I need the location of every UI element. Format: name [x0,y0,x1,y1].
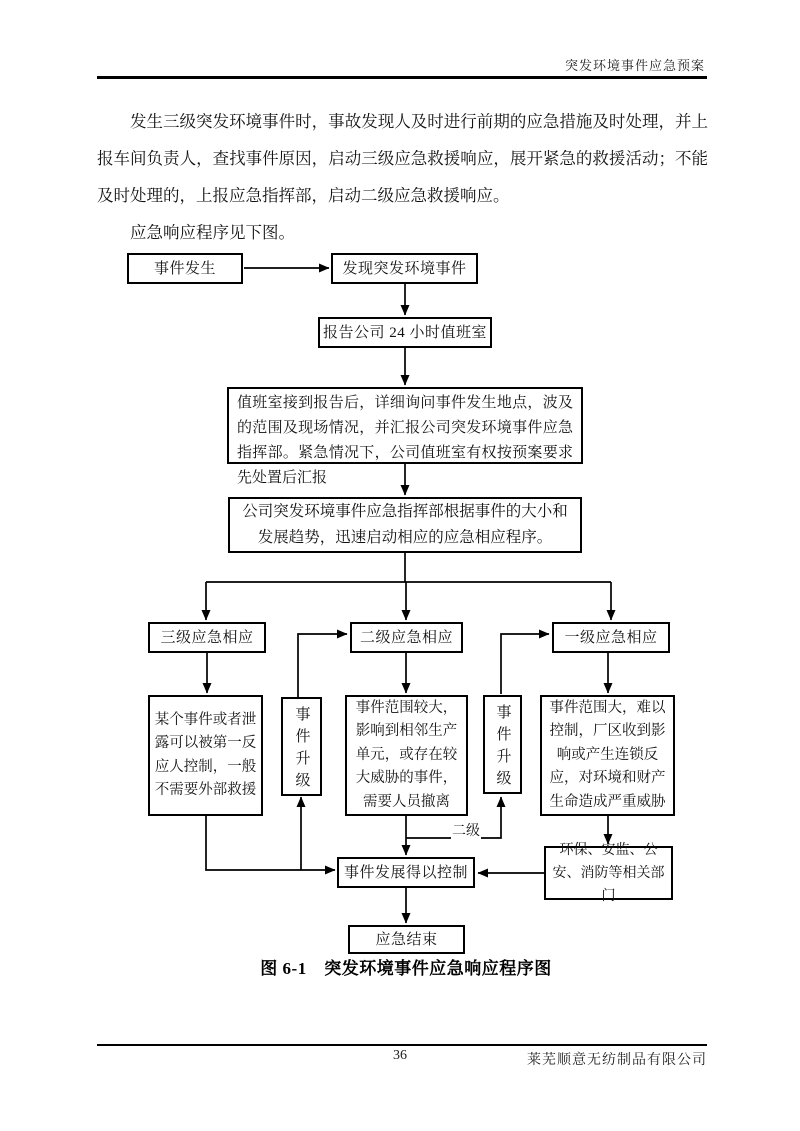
flow-node-level1-desc: 事件范围大，难以控制，厂区收到影响或产生连锁反应，对环境和财产生命造成严重威胁 [540,695,675,816]
flow-node-agencies: 环保、安监、公安、消防等相关部门 [544,846,673,900]
flow-node-hq-decision: 公司突发环境事件应急指挥部根据事件的大小和发展趋势，迅速启动相应的应急相应程序。 [228,497,582,553]
footer-page-number: 36 [393,1048,407,1063]
flow-node-discover: 发现突发环境事件 [331,253,478,284]
flow-node-escalation-2: 事件升级 [483,695,522,794]
flow-node-escalation-1: 事件升级 [281,697,322,796]
flow-node-level3-response: 三级应急相应 [148,622,266,653]
header-title: 突发环境事件应急预案 [564,58,705,73]
paragraph: 应急响应程序见下图。 [130,223,295,242]
flow-node-event-occurs: 事件发生 [127,253,243,284]
flow-node-level1-response: 一级应急相应 [552,622,670,653]
edge-label-level2: 二级 [451,820,481,840]
paragraph: 发生三级突发环境事件时，事故发现人及时进行前期的应急措施及时处理，并上报车间负责人，查找事件原因，启动三级应急救援响应，展开紧急的救援活动；不能及时处理的，上报应急指挥部，启动二级应急救援响应。 [97,112,708,205]
figure-caption: 图 6-1 突发环境事件应急响应程序图 [260,959,552,978]
footer-rule [97,1044,707,1046]
flow-node-end: 应急结束 [348,925,465,954]
flow-node-level2-desc: 事件范围较大，影响到相邻生产单元，或存在较大威胁的事件，需要人员撤离 [345,695,468,816]
flow-node-level3-desc: 某个事件或者泄露可以被第一反应人控制，一般不需要外部救援 [148,695,263,816]
flow-node-report-duty-room: 报告公司 24 小时值班室 [318,317,492,348]
flow-node-duty-room-detail: 值班室接到报告后，详细询问事件发生地点，波及的范围及现场情况，并汇报公司突发环境事件应急指挥部。紧急情况下，公司值班室有权按预案要求先处置后汇报 [227,387,583,464]
flow-node-controlled: 事件发展得以控制 [337,857,475,888]
flow-node-level2-response: 二级应急相应 [350,622,463,653]
footer-company-name: 莱芜顺意无纺制品有限公司 [527,1053,707,1068]
